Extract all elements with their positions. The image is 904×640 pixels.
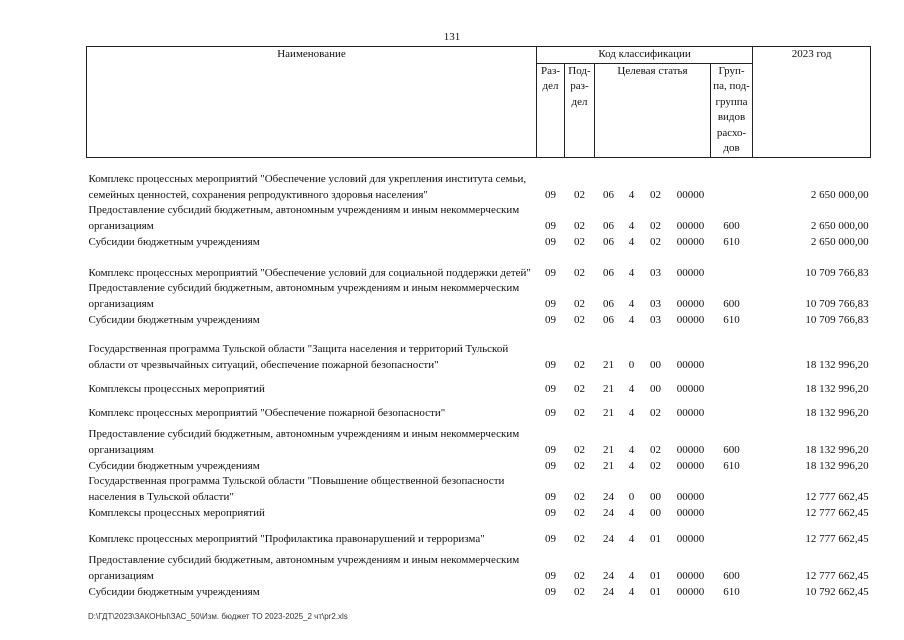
row-target-program: 24 <box>603 532 614 545</box>
table-row <box>87 250 871 281</box>
page-number: 131 <box>443 31 461 43</box>
row-target-type: 4 <box>628 532 635 545</box>
row-target-subprogram: 02 <box>650 235 661 248</box>
row-name: Комплексы процессных мероприятий <box>88 382 265 395</box>
row-amount: 18 132 996,20 <box>805 443 869 456</box>
row-target-program: 06 <box>603 313 614 326</box>
row-target-subprogram: 03 <box>650 297 661 310</box>
row-group: 600 <box>723 569 740 582</box>
row-amount: 2 650 000,00 <box>810 188 869 201</box>
table-row <box>87 505 871 521</box>
table-header <box>87 47 871 158</box>
row-target-direction: 00000 <box>676 532 705 545</box>
row-target-type: 4 <box>628 585 635 598</box>
row-subsection: 02 <box>574 406 585 419</box>
row-subsection: 02 <box>574 569 585 582</box>
row-target-type: 4 <box>628 313 635 326</box>
row-target-direction: 00000 <box>676 266 705 279</box>
column-header-target: Целевая статья <box>595 63 711 157</box>
row-target-direction: 00000 <box>676 459 705 472</box>
row-target-type: 0 <box>628 358 635 371</box>
row-name: Предоставление субсидий бюджетным, автономным учреждениям и иным некоммерческим организациям <box>88 282 520 310</box>
table-row <box>87 373 871 397</box>
row-target-direction: 00000 <box>676 188 705 201</box>
row-target-direction: 00000 <box>676 406 705 419</box>
row-target-subprogram: 00 <box>650 490 661 503</box>
row-name: Комплекс процессных мероприятий "Обеспечение пожарной безопасности" <box>88 406 446 419</box>
row-amount: 12 777 662,45 <box>805 569 869 582</box>
row-group <box>711 250 753 281</box>
table-row <box>87 312 871 328</box>
row-subsection: 02 <box>574 188 585 201</box>
row-subsection: 02 <box>574 358 585 371</box>
row-target-direction: 00000 <box>676 443 705 456</box>
row-target-subprogram: 00 <box>650 382 661 395</box>
row-target-direction: 00000 <box>676 313 705 326</box>
row-group <box>711 474 753 505</box>
row-target-program: 06 <box>603 235 614 248</box>
table-row <box>87 421 871 458</box>
row-group: 600 <box>723 443 740 456</box>
row-subsection: 02 <box>574 443 585 456</box>
row-name: Субсидии бюджетным учреждениям <box>88 235 260 248</box>
row-amount: 18 132 996,20 <box>805 406 869 419</box>
row-name: Субсидии бюджетным учреждениям <box>88 585 260 598</box>
row-section: 09 <box>545 358 556 371</box>
row-group: 610 <box>723 235 740 248</box>
row-amount: 10 709 766,83 <box>805 297 869 310</box>
row-target-type: 4 <box>628 569 635 582</box>
row-target-program: 24 <box>603 506 614 519</box>
row-name: Комплекс процессных мероприятий "Профилактика правонарушений и терроризма" <box>88 532 485 545</box>
row-amount: 18 132 996,20 <box>805 358 869 371</box>
row-target-direction: 00000 <box>676 382 705 395</box>
row-group <box>711 397 753 421</box>
row-amount: 18 132 996,20 <box>805 382 869 395</box>
row-name: Субсидии бюджетным учреждениям <box>88 313 260 326</box>
row-amount: 10 709 766,83 <box>805 313 869 326</box>
row-group <box>711 521 753 547</box>
row-target-subprogram: 02 <box>650 459 661 472</box>
row-section: 09 <box>545 235 556 248</box>
row-subsection: 02 <box>574 532 585 545</box>
row-target-program: 21 <box>603 382 614 395</box>
row-amount: 12 777 662,45 <box>805 532 869 545</box>
row-name: Предоставление субсидий бюджетным, автономным учреждениям и иным некоммерческим организациям <box>88 204 520 232</box>
row-name: Государственная программа Тульской области "Повышение общественной безопасности населения в Тульской области" <box>88 475 505 503</box>
row-section: 09 <box>545 569 556 582</box>
row-name: Предоставление субсидий бюджетным, автономным учреждениям и иным некоммерческим организациям <box>88 554 520 582</box>
table-row <box>87 584 871 600</box>
row-amount: 2 650 000,00 <box>810 235 869 248</box>
row-target-subprogram: 01 <box>650 585 661 598</box>
row-section: 09 <box>545 297 556 310</box>
row-subsection: 02 <box>574 266 585 279</box>
row-subsection: 02 <box>574 382 585 395</box>
file-path-footer: D:\ГДТ\2023\ЗАКОНЫ\ЗАС_50\Изм. бюджет ТО 2023-2025_2 чт\pr2.xls <box>88 612 348 621</box>
table-row <box>87 474 871 505</box>
row-target-subprogram: 00 <box>650 358 661 371</box>
column-header-group: Груп- па, под- группа видов расхо- дов <box>711 63 753 157</box>
row-section: 09 <box>545 585 556 598</box>
row-group <box>711 328 753 373</box>
row-group <box>711 505 753 521</box>
row-name: Комплексы процессных мероприятий <box>88 506 265 519</box>
table-body <box>87 157 871 600</box>
row-section: 09 <box>545 188 556 201</box>
row-target-subprogram: 03 <box>650 313 661 326</box>
row-subsection: 02 <box>574 297 585 310</box>
row-subsection: 02 <box>574 585 585 598</box>
table-row <box>87 328 871 373</box>
row-subsection: 02 <box>574 219 585 232</box>
row-target-subprogram: 01 <box>650 532 661 545</box>
table-row <box>87 547 871 584</box>
row-target-type: 4 <box>628 506 635 519</box>
row-target-direction: 00000 <box>676 358 705 371</box>
row-target-type: 0 <box>628 490 635 503</box>
row-target-type: 4 <box>628 235 635 248</box>
table-row <box>87 157 871 203</box>
row-target-subprogram: 00 <box>650 506 661 519</box>
row-group: 610 <box>723 459 740 472</box>
row-section: 09 <box>545 443 556 456</box>
row-target-type: 4 <box>628 382 635 395</box>
table-row <box>87 521 871 547</box>
row-group <box>711 157 753 203</box>
row-target-direction: 00000 <box>676 235 705 248</box>
column-header-classification: Код классификации <box>537 47 753 64</box>
column-header-section: Раз- дел <box>537 63 565 157</box>
table-row <box>87 234 871 250</box>
row-target-type: 4 <box>628 266 635 279</box>
row-target-type: 4 <box>628 297 635 310</box>
column-header-subsection: Под- раз- дел <box>565 63 595 157</box>
column-header-year: 2023 год <box>753 47 871 158</box>
row-target-direction: 00000 <box>676 569 705 582</box>
row-target-program: 06 <box>603 297 614 310</box>
row-target-direction: 00000 <box>676 297 705 310</box>
column-header-name: Наименование <box>87 47 537 158</box>
row-section: 09 <box>545 532 556 545</box>
row-target-program: 24 <box>603 569 614 582</box>
table-row <box>87 281 871 312</box>
row-target-program: 06 <box>603 219 614 232</box>
table-row <box>87 458 871 474</box>
row-target-program: 21 <box>603 406 614 419</box>
row-section: 09 <box>545 313 556 326</box>
row-name: Комплекс процессных мероприятий "Обеспечение условий для социальной поддержки детей" <box>88 266 531 279</box>
row-target-program: 06 <box>603 188 614 201</box>
row-subsection: 02 <box>574 235 585 248</box>
row-group <box>711 373 753 397</box>
row-target-subprogram: 02 <box>650 443 661 456</box>
row-section: 09 <box>545 219 556 232</box>
row-section: 09 <box>545 459 556 472</box>
row-group: 610 <box>723 585 740 598</box>
row-group: 600 <box>723 219 740 232</box>
row-amount: 12 777 662,45 <box>805 490 869 503</box>
row-target-type: 4 <box>628 188 635 201</box>
row-section: 09 <box>545 506 556 519</box>
row-amount: 18 132 996,20 <box>805 459 869 472</box>
row-section: 09 <box>545 382 556 395</box>
row-section: 09 <box>545 490 556 503</box>
row-section: 09 <box>545 266 556 279</box>
row-subsection: 02 <box>574 490 585 503</box>
row-target-direction: 00000 <box>676 506 705 519</box>
row-amount: 10 792 662,45 <box>805 585 869 598</box>
row-subsection: 02 <box>574 313 585 326</box>
row-group: 600 <box>723 297 740 310</box>
row-target-program: 21 <box>603 459 614 472</box>
row-name: Субсидии бюджетным учреждениям <box>88 459 260 472</box>
row-amount: 2 650 000,00 <box>810 219 869 232</box>
row-target-direction: 00000 <box>676 219 705 232</box>
row-section: 09 <box>545 406 556 419</box>
row-target-type: 4 <box>628 459 635 472</box>
row-target-subprogram: 03 <box>650 266 661 279</box>
row-name: Комплекс процессных мероприятий "Обеспечение условий для укрепления института семьи, семейных ценностей, сохранения репродуктивного здоровья населения" <box>88 173 527 201</box>
row-amount: 12 777 662,45 <box>805 506 869 519</box>
table-row <box>87 203 871 234</box>
row-group: 610 <box>723 313 740 326</box>
row-subsection: 02 <box>574 506 585 519</box>
row-target-type: 4 <box>628 219 635 232</box>
row-target-subprogram: 02 <box>650 219 661 232</box>
row-target-program: 06 <box>603 266 614 279</box>
budget-table <box>86 46 871 600</box>
row-target-direction: 00000 <box>676 490 705 503</box>
row-amount: 10 709 766,83 <box>805 266 869 279</box>
row-name: Государственная программа Тульской области "Защита населения и территорий Тульской области от чрезвычайных ситуаций, обеспечение пожарной безопасности" <box>88 343 509 371</box>
row-target-program: 24 <box>603 585 614 598</box>
row-target-type: 4 <box>628 443 635 456</box>
row-target-program: 24 <box>603 490 614 503</box>
row-target-program: 21 <box>603 358 614 371</box>
row-target-subprogram: 02 <box>650 188 661 201</box>
row-subsection: 02 <box>574 459 585 472</box>
row-target-subprogram: 02 <box>650 406 661 419</box>
row-target-subprogram: 01 <box>650 569 661 582</box>
row-name: Предоставление субсидий бюджетным, автономным учреждениям и иным некоммерческим организациям <box>88 428 520 456</box>
row-target-direction: 00000 <box>676 585 705 598</box>
table-row <box>87 397 871 421</box>
row-target-program: 21 <box>603 443 614 456</box>
row-target-type: 4 <box>628 406 635 419</box>
